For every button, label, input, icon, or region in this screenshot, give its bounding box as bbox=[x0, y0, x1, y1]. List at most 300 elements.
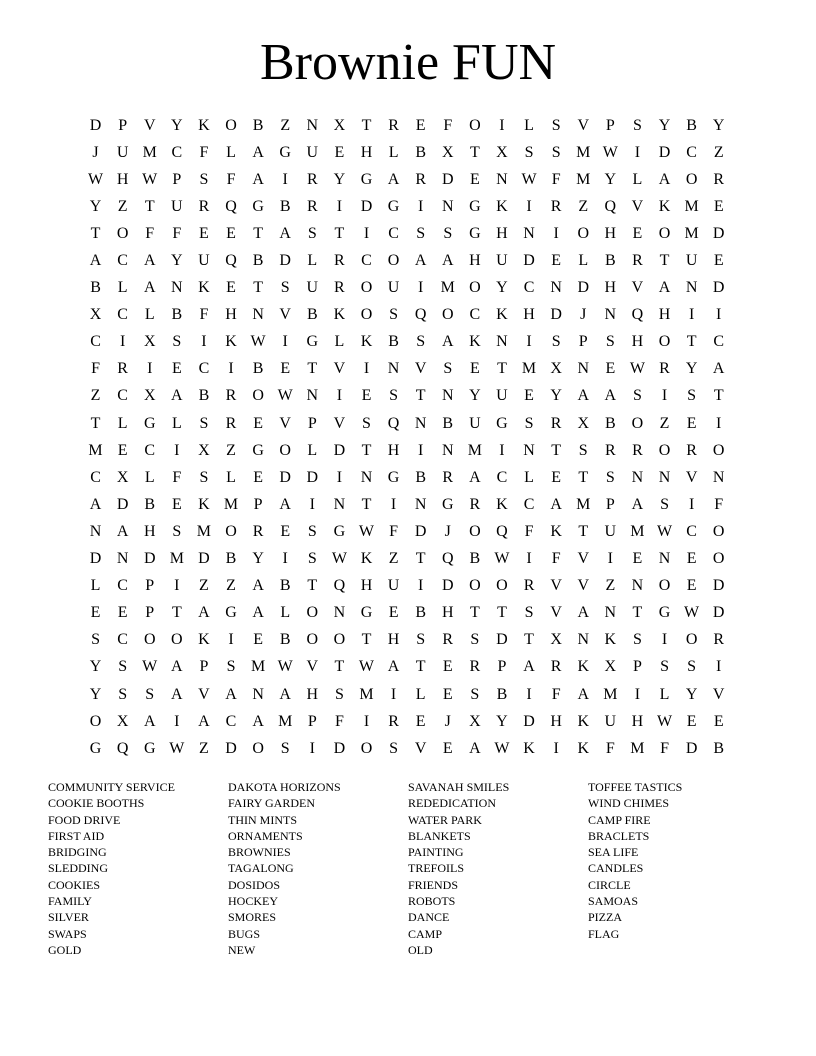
grid-letter: F bbox=[172, 468, 182, 486]
grid-letter: R bbox=[252, 522, 264, 540]
grid-letter: I bbox=[418, 441, 424, 459]
grid-letter: L bbox=[144, 306, 155, 324]
grid-letter: Z bbox=[578, 197, 589, 215]
grid-letter: I bbox=[309, 495, 315, 513]
grid-letter: A bbox=[577, 387, 590, 405]
grid-letter: W bbox=[521, 170, 537, 188]
grid-letter: V bbox=[198, 685, 210, 703]
grid-letter: B bbox=[415, 468, 426, 486]
grid-letter: N bbox=[631, 577, 644, 595]
grid-letter: R bbox=[469, 658, 481, 676]
grid-letter: O bbox=[143, 631, 156, 649]
grid-letter: Y bbox=[333, 170, 346, 188]
grid-letter: C bbox=[225, 712, 237, 730]
grid-letter: S bbox=[280, 739, 290, 757]
grid-letter: S bbox=[578, 441, 588, 459]
grid-letter: I bbox=[282, 333, 288, 351]
grid-letter: I bbox=[661, 631, 668, 649]
grid-letter: Q bbox=[631, 306, 644, 324]
grid-letter: D bbox=[658, 143, 671, 161]
grid-letter: A bbox=[225, 685, 237, 703]
grid-letter: Q bbox=[387, 414, 400, 432]
grid-letter: S bbox=[145, 685, 155, 703]
grid-letter: I bbox=[390, 685, 397, 703]
grid-letter: W bbox=[602, 143, 618, 161]
grid-letter: E bbox=[686, 712, 697, 730]
grid-letter: D bbox=[89, 116, 102, 134]
grid-letter: A bbox=[252, 604, 264, 622]
grid-letter: S bbox=[660, 495, 669, 513]
grid-letter: I bbox=[526, 685, 532, 703]
grid-letter: R bbox=[334, 252, 345, 270]
grid-letter: C bbox=[388, 224, 399, 242]
grid-letter: W bbox=[656, 712, 673, 730]
grid-letter: D bbox=[523, 252, 535, 270]
grid-letter: O bbox=[469, 279, 481, 297]
grid-letter: L bbox=[524, 116, 534, 134]
grid-letter: Y bbox=[550, 387, 562, 405]
grid-letter: D bbox=[306, 468, 319, 486]
grid-letter: A bbox=[198, 712, 210, 730]
grid-letter: S bbox=[687, 387, 697, 405]
grid-letter: D bbox=[712, 279, 725, 297]
grid-letter: N bbox=[360, 468, 373, 486]
grid-letter: U bbox=[685, 252, 698, 270]
grid-letter: I bbox=[688, 306, 695, 324]
grid-letter: S bbox=[687, 658, 697, 676]
word-item: SAVANAH SMILES bbox=[408, 780, 510, 794]
word-column bbox=[408, 779, 588, 958]
grid-letter: O bbox=[252, 739, 264, 757]
grid-letter: K bbox=[469, 333, 481, 351]
grid-letter: B bbox=[252, 252, 264, 270]
word-item: BUGS bbox=[228, 926, 261, 941]
grid-letter: O bbox=[225, 522, 237, 540]
grid-letter: Y bbox=[171, 116, 183, 134]
grid-letter: V bbox=[631, 197, 644, 215]
grid-letter: T bbox=[713, 387, 724, 405]
grid-letter: K bbox=[658, 197, 671, 215]
grid-letter: P bbox=[497, 658, 507, 676]
grid-letter: H bbox=[387, 631, 400, 649]
grid-letter: H bbox=[143, 522, 156, 540]
grid-letter: Z bbox=[388, 550, 399, 568]
grid-letter: M bbox=[278, 712, 293, 730]
grid-letter: C bbox=[117, 387, 128, 405]
grid-letter: Q bbox=[604, 197, 617, 215]
word-item: BRIDGING bbox=[48, 845, 107, 860]
grid-letter: S bbox=[334, 685, 344, 703]
grid-letter: W bbox=[142, 658, 158, 676]
grid-letter: B bbox=[388, 333, 399, 351]
grid-letter: Y bbox=[685, 360, 698, 378]
grid-letter: O bbox=[225, 116, 237, 134]
grid-letter: O bbox=[469, 522, 481, 540]
grid-letter: L bbox=[659, 685, 670, 703]
grid-letter: Q bbox=[496, 522, 508, 540]
grid-letter: F bbox=[334, 712, 344, 730]
word-item: WIND CHIMES bbox=[588, 796, 669, 811]
grid-letter: R bbox=[306, 197, 318, 215]
grid-letter: V bbox=[333, 360, 346, 378]
grid-letter: P bbox=[118, 116, 128, 134]
word-item: FAMILY bbox=[48, 894, 92, 909]
grid-letter: W bbox=[629, 360, 645, 378]
grid-letter: S bbox=[172, 522, 182, 540]
grid-letter: S bbox=[632, 387, 642, 405]
grid-letter: R bbox=[442, 631, 454, 649]
grid-letter: S bbox=[660, 658, 669, 676]
grid-letter: S bbox=[551, 333, 561, 351]
grid-letter: D bbox=[712, 577, 725, 595]
grid-letter: F bbox=[551, 550, 561, 568]
grid-letter: T bbox=[171, 604, 182, 622]
grid-letter: B bbox=[415, 143, 426, 161]
grid-letter: G bbox=[469, 197, 481, 215]
grid-letter: O bbox=[658, 224, 671, 242]
grid-letter: Q bbox=[116, 739, 129, 757]
grid-letter: D bbox=[685, 739, 698, 757]
grid-letter: S bbox=[524, 604, 534, 622]
grid-letter: L bbox=[171, 414, 182, 432]
grid-letter: V bbox=[143, 116, 156, 134]
grid-letter: A bbox=[577, 685, 590, 703]
grid-letter: H bbox=[523, 306, 535, 324]
grid-letter: L bbox=[280, 604, 291, 622]
grid-letter: N bbox=[523, 441, 535, 459]
grid-letter: C bbox=[469, 306, 481, 324]
grid-letter: F bbox=[551, 170, 561, 188]
word-item: SAMOAS bbox=[588, 894, 639, 909]
grid-letter: T bbox=[686, 333, 697, 351]
grid-letter: I bbox=[363, 360, 370, 378]
word-item: SILVER bbox=[48, 910, 89, 925]
grid-letter: P bbox=[199, 658, 209, 676]
grid-letter: G bbox=[225, 604, 237, 622]
grid-letter: F bbox=[389, 522, 399, 540]
grid-letter: I bbox=[499, 116, 505, 134]
grid-letter: G bbox=[279, 143, 291, 161]
grid-letter: S bbox=[416, 224, 426, 242]
grid-letter: I bbox=[526, 333, 532, 351]
grid-letter: O bbox=[306, 604, 319, 622]
grid-letter: N bbox=[658, 550, 671, 568]
word-item: FOOD DRIVE bbox=[48, 812, 121, 827]
grid-letter: E bbox=[469, 360, 480, 378]
grid-letter: L bbox=[307, 252, 318, 270]
grid-letter: I bbox=[228, 360, 234, 378]
grid-letter: L bbox=[524, 468, 534, 486]
grid-letter: E bbox=[442, 685, 453, 703]
grid-letter: A bbox=[89, 252, 102, 270]
grid-letter: X bbox=[550, 360, 562, 378]
grid-letter: S bbox=[389, 387, 399, 405]
grid-letter: Y bbox=[171, 252, 183, 270]
grid-letter: N bbox=[441, 441, 454, 459]
grid-letter: V bbox=[550, 577, 562, 595]
grid-letter: A bbox=[523, 658, 535, 676]
grid-letter: O bbox=[279, 441, 291, 459]
grid-letter: K bbox=[198, 116, 210, 134]
grid-letter: A bbox=[198, 604, 210, 622]
grid-letter: V bbox=[279, 414, 291, 432]
grid-letter: I bbox=[309, 739, 315, 757]
grid-letter: E bbox=[280, 360, 291, 378]
word-item: FRIENDS bbox=[408, 877, 459, 892]
grid-letter: G bbox=[658, 604, 671, 622]
grid-letter: R bbox=[632, 252, 643, 270]
grid-letter: S bbox=[118, 658, 128, 676]
grid-letter: S bbox=[470, 631, 480, 649]
grid-letter: P bbox=[172, 170, 182, 188]
grid-letter: K bbox=[550, 522, 562, 540]
grid-letter: C bbox=[686, 522, 697, 540]
grid-letter: B bbox=[252, 116, 264, 134]
grid-letter: M bbox=[684, 224, 699, 242]
grid-letter: T bbox=[632, 604, 643, 622]
grid-letter: B bbox=[144, 495, 156, 513]
grid-letter: F bbox=[605, 739, 615, 757]
grid-letter: I bbox=[418, 279, 424, 297]
grid-letter: V bbox=[333, 414, 346, 432]
grid-letter: N bbox=[252, 685, 264, 703]
word-item: SMORES bbox=[228, 910, 277, 925]
grid-letter: U bbox=[198, 252, 210, 270]
grid-letter: N bbox=[577, 360, 590, 378]
grid-letter: L bbox=[117, 279, 128, 297]
grid-letter: M bbox=[88, 441, 103, 459]
grid-letter: R bbox=[550, 658, 562, 676]
grid-letter: U bbox=[171, 197, 183, 215]
grid-letter: I bbox=[418, 577, 424, 595]
grid-letter: I bbox=[363, 712, 370, 730]
grid-letter: A bbox=[387, 170, 400, 188]
grid-letter: N bbox=[441, 387, 454, 405]
grid-letter: I bbox=[336, 197, 343, 215]
grid-letter: N bbox=[658, 468, 671, 486]
grid-letter: G bbox=[89, 739, 102, 757]
grid-letter: C bbox=[361, 252, 372, 270]
grid-letter: G bbox=[387, 197, 400, 215]
grid-letter: N bbox=[441, 197, 454, 215]
word-item: SEA LIFE bbox=[588, 845, 639, 860]
grid-letter: B bbox=[686, 116, 697, 134]
grid-letter: T bbox=[253, 224, 263, 242]
grid-letter: H bbox=[116, 170, 129, 188]
grid-letter: Q bbox=[225, 252, 237, 270]
grid-letter: I bbox=[119, 333, 126, 351]
grid-letter: A bbox=[469, 739, 481, 757]
grid-letter: T bbox=[90, 414, 101, 432]
grid-letter: E bbox=[469, 170, 480, 188]
grid-letter: E bbox=[686, 577, 697, 595]
grid-letter: E bbox=[280, 522, 291, 540]
grid-letter: P bbox=[307, 712, 317, 730]
grid-letter: E bbox=[226, 224, 236, 242]
grid-letter: W bbox=[331, 550, 347, 568]
grid-letter: U bbox=[306, 279, 319, 297]
word-item: ORNAMENTS bbox=[228, 828, 303, 843]
grid-letter: I bbox=[634, 143, 641, 161]
grid-letter: N bbox=[387, 360, 400, 378]
grid-letter: X bbox=[496, 143, 508, 161]
grid-letter: A bbox=[658, 170, 671, 188]
grid-letter: P bbox=[307, 414, 317, 432]
grid-letter: M bbox=[169, 550, 184, 568]
grid-letter: C bbox=[117, 577, 128, 595]
grid-letter: G bbox=[360, 604, 373, 622]
grid-letter: O bbox=[658, 441, 671, 459]
grid-letter: T bbox=[469, 604, 480, 622]
grid-letter: A bbox=[279, 224, 291, 242]
grid-letter: S bbox=[551, 143, 561, 161]
grid-letter: T bbox=[307, 360, 318, 378]
grid-letter: T bbox=[497, 604, 507, 622]
letter-grid bbox=[82, 112, 734, 762]
grid-letter: D bbox=[414, 522, 427, 540]
grid-letter: S bbox=[443, 224, 453, 242]
grid-letter: N bbox=[496, 333, 508, 351]
grid-letter: T bbox=[361, 441, 372, 459]
grid-letter: K bbox=[496, 197, 508, 215]
grid-letter: L bbox=[388, 143, 399, 161]
grid-letter: N bbox=[89, 522, 102, 540]
grid-letter: N bbox=[252, 306, 264, 324]
grid-letter: W bbox=[358, 658, 375, 676]
grid-letter: B bbox=[306, 306, 318, 324]
grid-letter: I bbox=[553, 224, 559, 242]
grid-letter: B bbox=[279, 631, 291, 649]
grid-letter: Y bbox=[658, 116, 671, 134]
grid-letter: B bbox=[469, 550, 481, 568]
word-item: BLANKETS bbox=[408, 828, 471, 843]
grid-letter: E bbox=[442, 739, 453, 757]
grid-letter: L bbox=[334, 333, 345, 351]
grid-letter: W bbox=[250, 333, 266, 351]
grid-letter: X bbox=[577, 414, 590, 432]
grid-letter: U bbox=[469, 414, 481, 432]
grid-letter: S bbox=[91, 631, 100, 649]
grid-letter: K bbox=[360, 333, 373, 351]
grid-letter: F bbox=[199, 143, 209, 161]
grid-letter: R bbox=[306, 170, 318, 188]
grid-letter: G bbox=[143, 739, 156, 757]
grid-letter: X bbox=[469, 712, 481, 730]
grid-letter: I bbox=[716, 658, 722, 676]
grid-letter: Z bbox=[659, 414, 670, 432]
grid-letter: E bbox=[117, 441, 128, 459]
grid-letter: P bbox=[253, 495, 263, 513]
grid-letter: I bbox=[336, 387, 343, 405]
grid-letter: Y bbox=[469, 387, 481, 405]
grid-letter: O bbox=[712, 550, 725, 568]
grid-letter: N bbox=[712, 468, 725, 486]
grid-letter: A bbox=[604, 387, 617, 405]
grid-letter: Y bbox=[496, 712, 508, 730]
grid-letter: Y bbox=[89, 685, 102, 703]
grid-letter: O bbox=[658, 333, 671, 351]
grid-letter: D bbox=[360, 197, 373, 215]
grid-letter: F bbox=[199, 306, 209, 324]
grid-letter: L bbox=[307, 441, 318, 459]
grid-letter: B bbox=[171, 306, 183, 324]
grid-letter: W bbox=[169, 739, 185, 757]
grid-letter: X bbox=[89, 306, 102, 324]
grid-letter: T bbox=[334, 224, 345, 242]
grid-letter: C bbox=[117, 252, 128, 270]
grid-letter: S bbox=[416, 631, 426, 649]
grid-letter: L bbox=[117, 414, 128, 432]
grid-letter: E bbox=[415, 116, 426, 134]
grid-letter: M bbox=[684, 197, 699, 215]
grid-letter: O bbox=[441, 306, 454, 324]
grid-letter: W bbox=[494, 550, 510, 568]
grid-letter: V bbox=[577, 550, 590, 568]
grid-letter: E bbox=[713, 712, 724, 730]
grid-letter: C bbox=[117, 631, 128, 649]
word-item: HOCKEY bbox=[228, 894, 278, 909]
grid-letter: T bbox=[551, 441, 562, 459]
grid-letter: A bbox=[252, 143, 264, 161]
grid-letter: E bbox=[551, 252, 562, 270]
grid-letter: E bbox=[605, 360, 616, 378]
grid-letter: M bbox=[467, 441, 482, 459]
grid-letter: X bbox=[143, 387, 156, 405]
grid-letter: S bbox=[389, 306, 399, 324]
word-item: COOKIES bbox=[48, 877, 101, 892]
grid-letter: A bbox=[143, 252, 156, 270]
word-item: DOSIDOS bbox=[228, 877, 281, 892]
grid-letter: C bbox=[713, 333, 725, 351]
grid-letter: W bbox=[358, 522, 375, 540]
grid-letter: B bbox=[198, 387, 210, 405]
grid-letter: P bbox=[578, 333, 588, 351]
grid-letter: O bbox=[469, 116, 481, 134]
grid-letter: D bbox=[712, 224, 725, 242]
grid-letter: D bbox=[279, 252, 291, 270]
grid-letter: X bbox=[441, 143, 454, 161]
grid-letter: D bbox=[333, 739, 346, 757]
grid-letter: E bbox=[199, 224, 209, 242]
grid-letter: K bbox=[333, 306, 346, 324]
grid-letter: R bbox=[334, 279, 345, 297]
grid-letter: Z bbox=[226, 441, 236, 459]
grid-letter: C bbox=[686, 143, 697, 161]
grid-letter: Y bbox=[252, 550, 264, 568]
grid-letter: U bbox=[116, 143, 129, 161]
word-item: TREFOILS bbox=[408, 861, 465, 876]
grid-letter: B bbox=[90, 279, 101, 297]
grid-letter: E bbox=[686, 414, 697, 432]
grid-letter: A bbox=[171, 685, 183, 703]
grid-letter: H bbox=[604, 279, 617, 297]
word-item: CAMP bbox=[408, 926, 443, 941]
word-item: FAIRY GARDEN bbox=[228, 796, 316, 811]
grid-letter: H bbox=[387, 441, 400, 459]
grid-letter: I bbox=[282, 550, 288, 568]
grid-letter: Q bbox=[414, 306, 427, 324]
grid-letter: F bbox=[551, 685, 561, 703]
grid-letter: R bbox=[225, 387, 237, 405]
grid-letter: O bbox=[712, 441, 725, 459]
grid-letter: C bbox=[90, 468, 101, 486]
grid-letter: K bbox=[225, 333, 237, 351]
grid-letter: I bbox=[634, 685, 641, 703]
grid-letter: O bbox=[496, 577, 508, 595]
grid-letter: A bbox=[550, 495, 562, 513]
grid-letter: Q bbox=[225, 197, 237, 215]
grid-letter: G bbox=[306, 333, 319, 351]
